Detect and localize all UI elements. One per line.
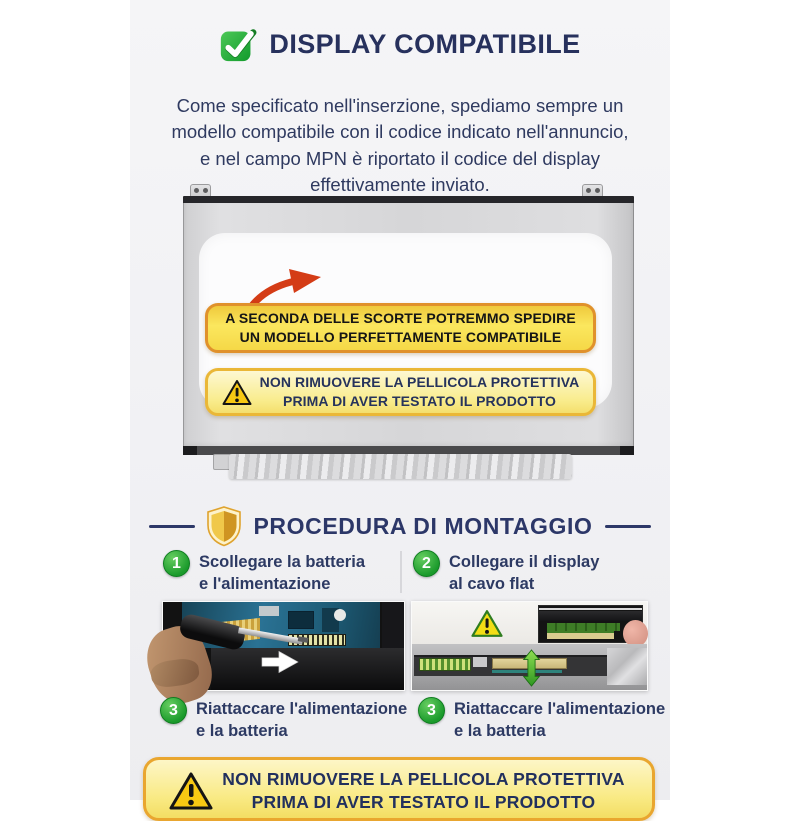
laptop-chassis — [211, 648, 404, 690]
film-warning-banner — [205, 368, 596, 416]
photo-connect-flat-cable — [411, 601, 648, 691]
check-icon — [219, 26, 256, 63]
step-number-badge: 3 — [418, 697, 445, 724]
intro-line: e nel campo MPN è riportato il codice del display — [200, 147, 600, 169]
stock-warning-banner — [205, 303, 596, 353]
step-number-badge: 2 — [413, 550, 440, 577]
white-right-arrow-icon — [262, 651, 298, 673]
step-2 — [413, 550, 599, 596]
step-label: Riattaccare l'alimentazione e la batteria — [454, 700, 666, 741]
section-header — [130, 506, 670, 546]
step-label: Scollegare la batteria e l'alimentazione — [199, 553, 365, 594]
step-label: Riattaccare l'alimentazione e la batteria — [196, 700, 408, 741]
step-3-left — [160, 697, 407, 743]
page-title: DISPLAY COMPATIBILE — [269, 29, 581, 59]
intro-line: effettivamente inviato. — [310, 174, 490, 196]
photo-disconnect-battery — [162, 601, 405, 691]
step-1 — [163, 550, 365, 596]
listing-infographic — [130, 0, 670, 812]
shield-icon — [207, 506, 241, 546]
intro-line: Come specificato nell'inserzione, spediamo sempre un — [176, 94, 624, 116]
fingertip — [623, 620, 648, 647]
column-divider — [400, 551, 402, 593]
step-number-badge: 3 — [160, 697, 187, 724]
warning-icon — [471, 609, 503, 638]
warning-icon — [222, 379, 252, 406]
intro-line: modello compatibile con il codice indicato nell'annuncio, — [171, 121, 629, 143]
divider-line-right — [605, 525, 651, 528]
flat-cable-connector — [419, 658, 471, 670]
panel-foil-strip — [229, 454, 572, 479]
section-title: PROCEDURA DI MONTAGGIO — [253, 512, 593, 539]
step-label: Collegare il display al cavo flat — [449, 553, 600, 594]
warning-icon — [169, 771, 213, 811]
footer-warning-text: NON RIMUOVERE LA PELLICOLA PROTETTIVA PRIMA DI AVER TESTATO IL PRODOTTO — [222, 769, 625, 812]
step-3-right — [418, 697, 665, 743]
step-number-badge: 1 — [163, 550, 190, 577]
connector-inset-photo — [538, 605, 644, 644]
lcd-panel-figure — [183, 184, 634, 482]
film-warning-text: NON RIMUOVERE LA PELLICOLA PROTETTIVA PRIMA DI AVER TESTATO IL PRODOTTO — [259, 373, 580, 409]
divider-line-left — [149, 525, 195, 528]
stock-warning-text: A SECONDA DELLE SCORTE POTREMMO SPEDIRE UN MODELLO PERFETTAMENTE COMPATIBILE — [225, 309, 576, 345]
header — [130, 26, 670, 63]
green-double-arrow-icon — [520, 650, 543, 686]
footer-warning-banner — [143, 757, 655, 821]
